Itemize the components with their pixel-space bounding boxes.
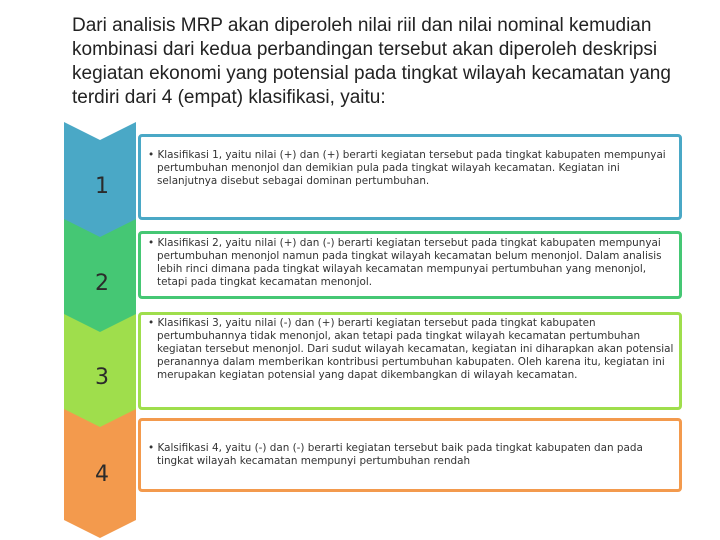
step-number-1: 1 [95,174,109,199]
classification-text-3 [148,317,677,382]
classification-text-1 [148,149,677,188]
step-number-3: 3 [95,365,109,390]
classification-text-4 [148,442,677,468]
bullet: • [148,149,155,161]
classification-description: Klasifikasi 3, yaitu nilai (-) dan (+) berarti kegiatan tersebut pada tingkat kabupaten pertumbuhannya tidak menonjol, akan tetapi pada tingkat wilayah kecamatan pertumbuhan kegiatan tersebut menonjol. Dari sudut wilayah kecamatan, kegiatan ini diharapkan akan potensial peranannya dalam memberikan kontribusi pertumbuhan kabupaten. Oleh karena itu, kegiatan ini merupakan kegiatan potensial yang dapat dikembangkan di wilayah kecamatan. [157,317,674,381]
bullet: • [148,237,155,249]
classification-description: Klasifikasi 2, yaitu nilai (+) dan (-) berarti kegiatan tersebut pada tingkat kabupaten mempunyai pertumbuhan menonjol namun pada tingkat wilayah kecamatan belum menonjol. Dalam analisis lebih rinci dimana pada tingkat wilayah kecamatan mempunyai pertumbuhan yang menonjol, tetapi pada tingkat kecamatan menonjol. [157,237,662,288]
classification-description: Klasifikasi 1, yaitu nilai (+) dan (+) berarti kegiatan tersebut pada tingkat kabupaten mempunyai pertumbuhan menonjol dan demikian pula pada tingkat wilayah kecamatan. Kegiatan ini selanjutnya disebut sebagai dominan pertumbuhan. [157,149,666,187]
classification-description: Kalsifikasi 4, yaitu (-) dan (-) berarti kegiatan tersebut baik pada tingkat kabupaten dan pada tingkat wilayah kecamatan mempunyi pertumbuhan rendah [157,442,643,467]
step-number-4: 4 [95,462,109,487]
step-number-2: 2 [95,271,109,296]
classification-text-2 [148,237,677,289]
bullet: • [148,317,155,329]
slide-title: Dari analisis MRP akan diperoleh nilai riil dan nilai nominal kemudian kombinasi dari kedua perbandingan tersebut akan diperoleh deskripsi kegiatan ekonomi yang potensial pada tingkat wilayah kecamatan yang terdiri dari 4 (empat) klasifikasi, yaitu: [72,15,671,108]
bullet: • [148,442,155,454]
